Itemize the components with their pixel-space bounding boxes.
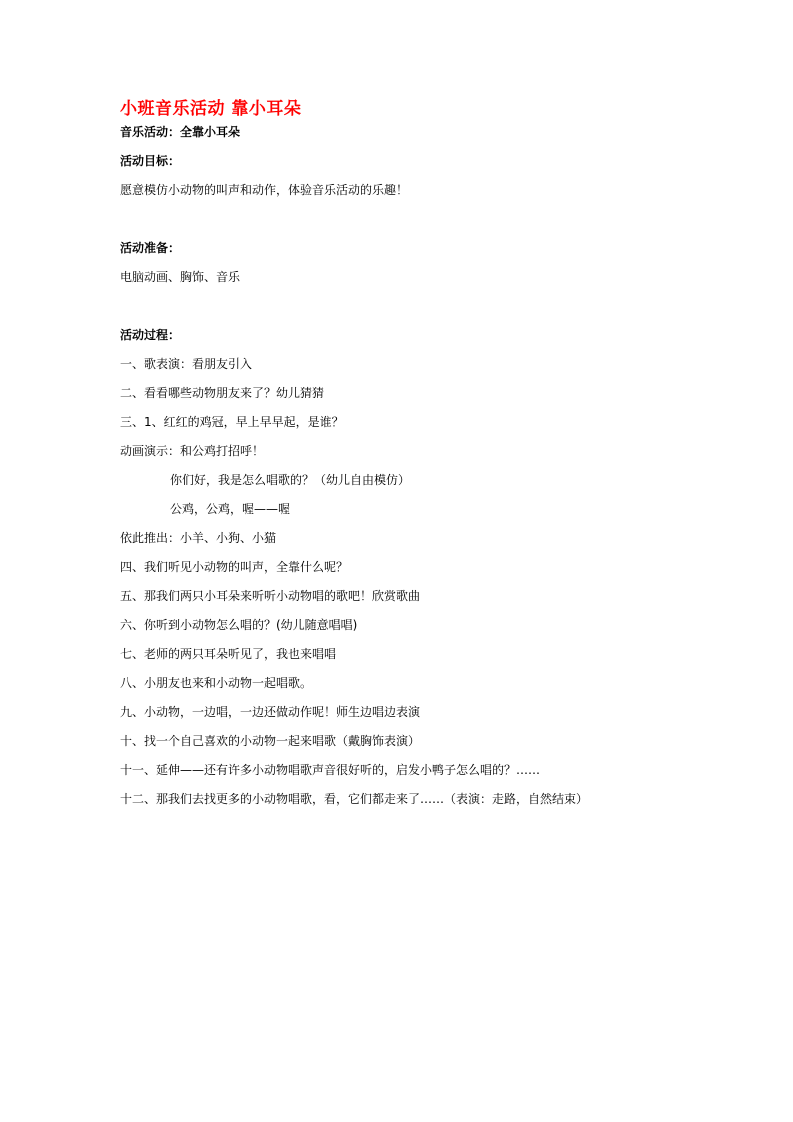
prep-heading: 活动准备： xyxy=(120,241,181,255)
step-1: 一、歌表演：看朋友引入 xyxy=(120,357,253,371)
step-3-greeting: 你们好，我是怎么唱歌的？（幼儿自由模仿） xyxy=(170,473,411,487)
step-9: 九、小动物，一边唱，一边还做动作呢！师生边唱边表演 xyxy=(120,705,421,719)
step-6: 六、你听到小动物怎么唱的？(幼儿随意唱唱) xyxy=(120,618,358,632)
subtitle: 音乐活动：全靠小耳朵 xyxy=(120,125,241,139)
goal-text: 愿意模仿小动物的叫声和动作，体验音乐活动的乐趣！ xyxy=(120,183,409,197)
prep-text: 电脑动画、胸饰、音乐 xyxy=(120,270,241,284)
step-4: 四、我们听见小动物的叫声，全靠什么呢？ xyxy=(120,560,349,574)
document-title: 小班音乐活动 靠小耳朵 xyxy=(120,99,302,119)
step-3-more-animals: 依此推出：小羊、小狗、小猫 xyxy=(120,531,277,545)
step-8: 八、小朋友也来和小动物一起唱歌。 xyxy=(120,676,313,690)
step-5: 五、那我们两只小耳朵来听听小动物唱的歌吧！欣赏歌曲 xyxy=(120,589,421,603)
step-7: 七、老师的两只耳朵听见了，我也来唱唱 xyxy=(120,647,337,661)
step-10: 十、找一个自己喜欢的小动物一起来唱歌（戴胸饰表演） xyxy=(120,734,421,748)
step-12: 十二、那我们去找更多的小动物唱歌，看，它们都走来了……（表演：走路，自然结束） xyxy=(120,792,589,806)
process-heading: 活动过程： xyxy=(120,328,181,342)
step-3-rooster-call: 公鸡，公鸡，喔——喔 xyxy=(170,502,291,516)
step-11: 十一、延伸——还有许多小动物唱歌声音很好听的，启发小鸭子怎么唱的？…… xyxy=(120,763,541,777)
step-3-animation: 动画演示：和公鸡打招呼！ xyxy=(120,444,265,458)
step-3: 三、1、红红的鸡冠，早上早早起，是谁？ xyxy=(120,415,344,429)
step-2: 二、看看哪些动物朋友来了？幼儿猜猜 xyxy=(120,386,325,400)
goal-heading: 活动目标： xyxy=(120,154,181,168)
